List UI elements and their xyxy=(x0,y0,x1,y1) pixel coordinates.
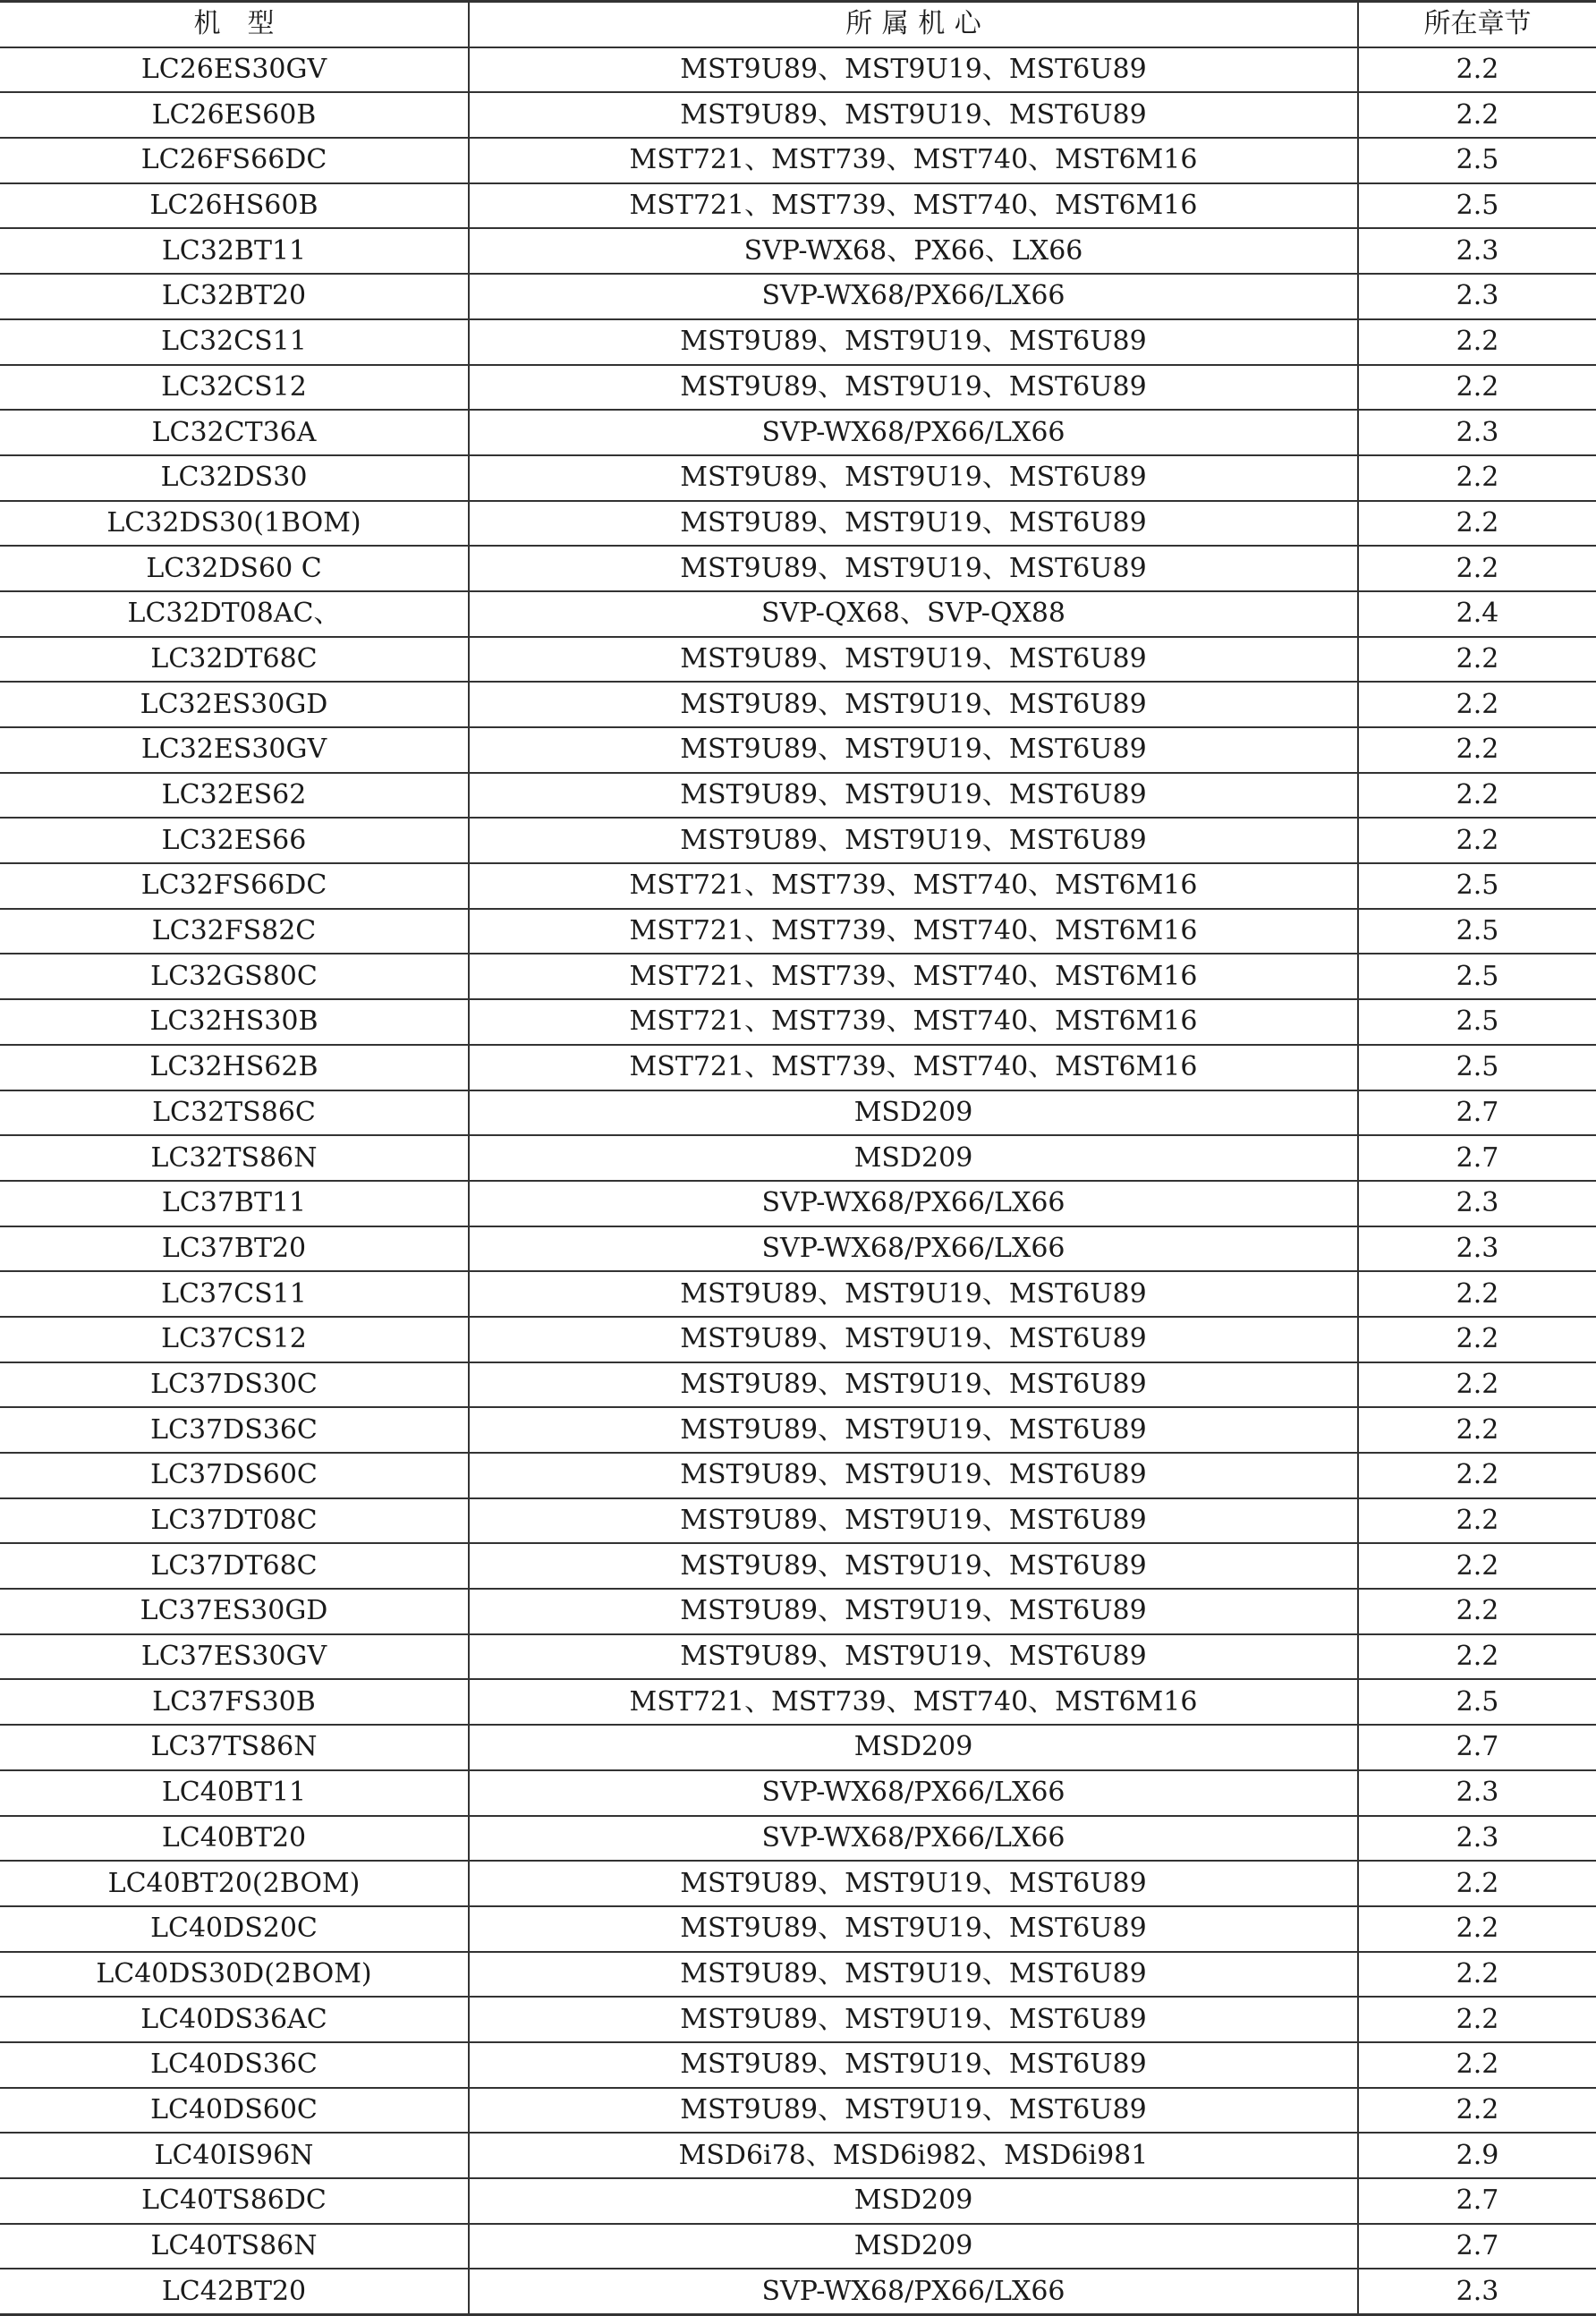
cell-section: 2.3 xyxy=(1358,1770,1596,1816)
cell-section: 2.5 xyxy=(1358,954,1596,999)
cell-chassis: SVP-WX68/PX66/LX66 xyxy=(469,1770,1358,1816)
table-row xyxy=(0,274,1596,319)
cell-model: LC32ES66 xyxy=(0,818,469,863)
cell-section: 2.7 xyxy=(1358,2178,1596,2224)
table-body xyxy=(0,47,1596,2315)
cell-section: 2.2 xyxy=(1358,365,1596,411)
cell-model: LC37BT11 xyxy=(0,1181,469,1226)
cell-model: LC37TS86N xyxy=(0,1725,469,1770)
cell-chassis: SVP-WX68/PX66/LX66 xyxy=(469,1226,1358,1272)
cell-section: 2.7 xyxy=(1358,1725,1596,1770)
table-row xyxy=(0,773,1596,819)
cell-section: 2.2 xyxy=(1358,1997,1596,2042)
cell-section: 2.2 xyxy=(1358,1271,1596,1317)
cell-model: LC37DS30C xyxy=(0,1362,469,1408)
table-row xyxy=(0,2224,1596,2269)
cell-model: LC32DT08AC、 xyxy=(0,591,469,637)
table-row xyxy=(0,727,1596,773)
cell-model: LC26FS66DC xyxy=(0,138,469,183)
table-row xyxy=(0,1952,1596,1998)
cell-chassis: SVP-WX68/PX66/LX66 xyxy=(469,274,1358,319)
cell-section: 2.7 xyxy=(1358,2224,1596,2269)
cell-model: LC32ES30GD xyxy=(0,682,469,727)
cell-chassis: MSD209 xyxy=(469,2178,1358,2224)
cell-chassis: MST9U89、MST9U19、MST6U89 xyxy=(469,1589,1358,1634)
cell-model: LC37DS36C xyxy=(0,1407,469,1453)
table-row xyxy=(0,1634,1596,1680)
cell-chassis: MST9U89、MST9U19、MST6U89 xyxy=(469,1271,1358,1317)
table-row xyxy=(0,1407,1596,1453)
table-row xyxy=(0,501,1596,547)
table-row xyxy=(0,2133,1596,2178)
cell-section: 2.3 xyxy=(1358,2269,1596,2314)
cell-model: LC32ES62 xyxy=(0,773,469,819)
cell-section: 2.5 xyxy=(1358,138,1596,183)
table-row xyxy=(0,183,1596,229)
table-row xyxy=(0,863,1596,909)
cell-chassis: MST9U89、MST9U19、MST6U89 xyxy=(469,727,1358,773)
table-row xyxy=(0,1997,1596,2042)
cell-chassis: MST9U89、MST9U19、MST6U89 xyxy=(469,682,1358,727)
cell-model: LC37BT20 xyxy=(0,1226,469,1272)
cell-section: 2.3 xyxy=(1358,1816,1596,1862)
cell-chassis: MST9U89、MST9U19、MST6U89 xyxy=(469,501,1358,547)
cell-section: 2.3 xyxy=(1358,410,1596,455)
table-row xyxy=(0,1816,1596,1862)
cell-chassis: SVP-WX68/PX66/LX66 xyxy=(469,410,1358,455)
cell-chassis: MSD209 xyxy=(469,1090,1358,1136)
cell-chassis: MST9U89、MST9U19、MST6U89 xyxy=(469,365,1358,411)
cell-section: 2.5 xyxy=(1358,863,1596,909)
cell-model: LC40DS20C xyxy=(0,1906,469,1952)
table-row xyxy=(0,1861,1596,1906)
cell-chassis: SVP-WX68/PX66/LX66 xyxy=(469,2269,1358,2314)
table-row xyxy=(0,1317,1596,1362)
cell-model: LC32TS86C xyxy=(0,1090,469,1136)
table-row xyxy=(0,1453,1596,1498)
cell-section: 2.2 xyxy=(1358,455,1596,501)
table-row xyxy=(0,954,1596,999)
cell-section: 2.2 xyxy=(1358,1634,1596,1680)
cell-model: LC32DS60 C xyxy=(0,546,469,591)
cell-section: 2.5 xyxy=(1358,1045,1596,1090)
cell-section: 2.2 xyxy=(1358,637,1596,683)
cell-section: 2.2 xyxy=(1358,773,1596,819)
cell-section: 2.2 xyxy=(1358,682,1596,727)
cell-chassis: MST9U89、MST9U19、MST6U89 xyxy=(469,1952,1358,1998)
table-row xyxy=(0,637,1596,683)
cell-model: LC26ES30GV xyxy=(0,47,469,93)
cell-chassis: MST721、MST739、MST740、MST6M16 xyxy=(469,954,1358,999)
cell-model: LC32BT11 xyxy=(0,228,469,274)
cell-model: LC37ES30GV xyxy=(0,1634,469,1680)
cell-chassis: SVP-WX68、PX66、LX66 xyxy=(469,228,1358,274)
cell-model: LC40DS30D(2BOM) xyxy=(0,1952,469,1998)
cell-chassis: MST721、MST739、MST740、MST6M16 xyxy=(469,1045,1358,1090)
cell-model: LC40TS86N xyxy=(0,2224,469,2269)
cell-section: 2.2 xyxy=(1358,501,1596,547)
cell-chassis: SVP-WX68/PX66/LX66 xyxy=(469,1181,1358,1226)
cell-section: 2.2 xyxy=(1358,727,1596,773)
cell-model: LC40DS36C xyxy=(0,2042,469,2088)
cell-section: 2.3 xyxy=(1358,228,1596,274)
cell-chassis: SVP-QX68、SVP-QX88 xyxy=(469,591,1358,637)
cell-model: LC40TS86DC xyxy=(0,2178,469,2224)
cell-model: LC40DS36AC xyxy=(0,1997,469,2042)
table-row xyxy=(0,1090,1596,1136)
cell-section: 2.2 xyxy=(1358,2042,1596,2088)
cell-chassis: MSD6i78、MSD6i982、MSD6i981 xyxy=(469,2133,1358,2178)
table-row xyxy=(0,2088,1596,2134)
cell-model: LC37DT08C xyxy=(0,1498,469,1544)
cell-chassis: MST721、MST739、MST740、MST6M16 xyxy=(469,863,1358,909)
cell-chassis: MST721、MST739、MST740、MST6M16 xyxy=(469,1679,1358,1725)
cell-section: 2.7 xyxy=(1358,1135,1596,1181)
cell-model: LC40BT20 xyxy=(0,1816,469,1862)
table-row xyxy=(0,1045,1596,1090)
cell-model: LC40IS96N xyxy=(0,2133,469,2178)
cell-chassis: MST9U89、MST9U19、MST6U89 xyxy=(469,818,1358,863)
cell-model: LC32DS30 xyxy=(0,455,469,501)
cell-section: 2.2 xyxy=(1358,92,1596,138)
table-row xyxy=(0,818,1596,863)
cell-chassis: MST9U89、MST9U19、MST6U89 xyxy=(469,1906,1358,1952)
cell-chassis: MST9U89、MST9U19、MST6U89 xyxy=(469,1362,1358,1408)
table-row xyxy=(0,410,1596,455)
table-row xyxy=(0,2178,1596,2224)
table-header-row xyxy=(0,2,1596,47)
cell-section: 2.9 xyxy=(1358,2133,1596,2178)
cell-chassis: MST721、MST739、MST740、MST6M16 xyxy=(469,909,1358,954)
table-row xyxy=(0,1543,1596,1589)
cell-model: LC37ES30GD xyxy=(0,1589,469,1634)
table-row xyxy=(0,138,1596,183)
cell-chassis: MST9U89、MST9U19、MST6U89 xyxy=(469,1407,1358,1453)
cell-chassis: MST9U89、MST9U19、MST6U89 xyxy=(469,1997,1358,2042)
cell-section: 2.5 xyxy=(1358,183,1596,229)
table-row xyxy=(0,1589,1596,1634)
cell-model: LC32DT68C xyxy=(0,637,469,683)
cell-section: 2.2 xyxy=(1358,1407,1596,1453)
cell-chassis: MST721、MST739、MST740、MST6M16 xyxy=(469,183,1358,229)
cell-model: LC32FS66DC xyxy=(0,863,469,909)
cell-section: 2.2 xyxy=(1358,1906,1596,1952)
table-row xyxy=(0,1725,1596,1770)
cell-model: LC32CS12 xyxy=(0,365,469,411)
cell-chassis: MST9U89、MST9U19、MST6U89 xyxy=(469,1498,1358,1544)
cell-model: LC37CS11 xyxy=(0,1271,469,1317)
cell-model: LC26ES60B xyxy=(0,92,469,138)
cell-chassis: MST9U89、MST9U19、MST6U89 xyxy=(469,546,1358,591)
cell-chassis: MST9U89、MST9U19、MST6U89 xyxy=(469,455,1358,501)
cell-chassis: MST9U89、MST9U19、MST6U89 xyxy=(469,1453,1358,1498)
cell-chassis: MST9U89、MST9U19、MST6U89 xyxy=(469,2042,1358,2088)
cell-chassis: MST9U89、MST9U19、MST6U89 xyxy=(469,1861,1358,1906)
table-row xyxy=(0,909,1596,954)
cell-model: LC32CT36A xyxy=(0,410,469,455)
table-row xyxy=(0,92,1596,138)
cell-model: LC32CS11 xyxy=(0,319,469,365)
table-row xyxy=(0,47,1596,93)
cell-section: 2.5 xyxy=(1358,999,1596,1045)
cell-chassis: MSD209 xyxy=(469,1135,1358,1181)
cell-chassis: SVP-WX68/PX66/LX66 xyxy=(469,1816,1358,1862)
cell-section: 2.2 xyxy=(1358,319,1596,365)
cell-section: 2.3 xyxy=(1358,1226,1596,1272)
table-row xyxy=(0,1135,1596,1181)
table-row xyxy=(0,1362,1596,1408)
table-row xyxy=(0,1271,1596,1317)
cell-chassis: MST9U89、MST9U19、MST6U89 xyxy=(469,319,1358,365)
table-row xyxy=(0,455,1596,501)
table-row xyxy=(0,2269,1596,2314)
table-row xyxy=(0,546,1596,591)
cell-section: 2.2 xyxy=(1358,546,1596,591)
cell-section: 2.2 xyxy=(1358,1362,1596,1408)
header-chassis: 所属机心 xyxy=(469,2,1358,47)
cell-chassis: MST9U89、MST9U19、MST6U89 xyxy=(469,1634,1358,1680)
cell-chassis: MST9U89、MST9U19、MST6U89 xyxy=(469,2088,1358,2134)
cell-model: LC42BT20 xyxy=(0,2269,469,2314)
cell-section: 2.2 xyxy=(1358,1498,1596,1544)
header-model: 机 型 xyxy=(0,2,469,47)
cell-model: LC37FS30B xyxy=(0,1679,469,1725)
table-row xyxy=(0,228,1596,274)
cell-section: 2.2 xyxy=(1358,47,1596,93)
cell-chassis: MST9U89、MST9U19、MST6U89 xyxy=(469,1317,1358,1362)
cell-model: LC32HS62B xyxy=(0,1045,469,1090)
cell-model: LC37DT68C xyxy=(0,1543,469,1589)
cell-model: LC32TS86N xyxy=(0,1135,469,1181)
cell-section: 2.2 xyxy=(1358,1317,1596,1362)
table-row xyxy=(0,591,1596,637)
table-row xyxy=(0,1679,1596,1725)
cell-section: 2.5 xyxy=(1358,909,1596,954)
cell-chassis: MST9U89、MST9U19、MST6U89 xyxy=(469,773,1358,819)
cell-model: LC40BT20(2BOM) xyxy=(0,1861,469,1906)
cell-chassis: MST9U89、MST9U19、MST6U89 xyxy=(469,92,1358,138)
table-row xyxy=(0,999,1596,1045)
table-row xyxy=(0,682,1596,727)
cell-section: 2.2 xyxy=(1358,1952,1596,1998)
cell-section: 2.2 xyxy=(1358,1453,1596,1498)
cell-model: LC32GS80C xyxy=(0,954,469,999)
cell-section: 2.2 xyxy=(1358,818,1596,863)
cell-model: LC32DS30(1BOM) xyxy=(0,501,469,547)
cell-section: 2.4 xyxy=(1358,591,1596,637)
cell-section: 2.2 xyxy=(1358,1861,1596,1906)
cell-chassis: MST9U89、MST9U19、MST6U89 xyxy=(469,47,1358,93)
cell-model: LC40DS60C xyxy=(0,2088,469,2134)
cell-chassis: MST9U89、MST9U19、MST6U89 xyxy=(469,1543,1358,1589)
cell-model: LC32FS82C xyxy=(0,909,469,954)
cell-model: LC32ES30GV xyxy=(0,727,469,773)
cell-chassis: MST9U89、MST9U19、MST6U89 xyxy=(469,637,1358,683)
table-row xyxy=(0,1906,1596,1952)
table-row xyxy=(0,365,1596,411)
cell-model: LC37CS12 xyxy=(0,1317,469,1362)
header-section: 所在章节 xyxy=(1358,2,1596,47)
table-row xyxy=(0,319,1596,365)
cell-section: 2.3 xyxy=(1358,274,1596,319)
table-row xyxy=(0,1498,1596,1544)
table-row xyxy=(0,1226,1596,1272)
table-row xyxy=(0,1181,1596,1226)
cell-section: 2.2 xyxy=(1358,2088,1596,2134)
table-row xyxy=(0,2042,1596,2088)
cell-chassis: MSD209 xyxy=(469,2224,1358,2269)
cell-section: 2.7 xyxy=(1358,1090,1596,1136)
cell-model: LC40BT11 xyxy=(0,1770,469,1816)
cell-model: LC32BT20 xyxy=(0,274,469,319)
cell-section: 2.5 xyxy=(1358,1679,1596,1725)
cell-model: LC26HS60B xyxy=(0,183,469,229)
cell-model: LC32HS30B xyxy=(0,999,469,1045)
table-row xyxy=(0,1770,1596,1816)
cell-section: 2.3 xyxy=(1358,1181,1596,1226)
cell-chassis: MST721、MST739、MST740、MST6M16 xyxy=(469,999,1358,1045)
cell-chassis: MST721、MST739、MST740、MST6M16 xyxy=(469,138,1358,183)
cell-model: LC37DS60C xyxy=(0,1453,469,1498)
cell-section: 2.2 xyxy=(1358,1589,1596,1634)
cell-chassis: MSD209 xyxy=(469,1725,1358,1770)
cell-section: 2.2 xyxy=(1358,1543,1596,1589)
